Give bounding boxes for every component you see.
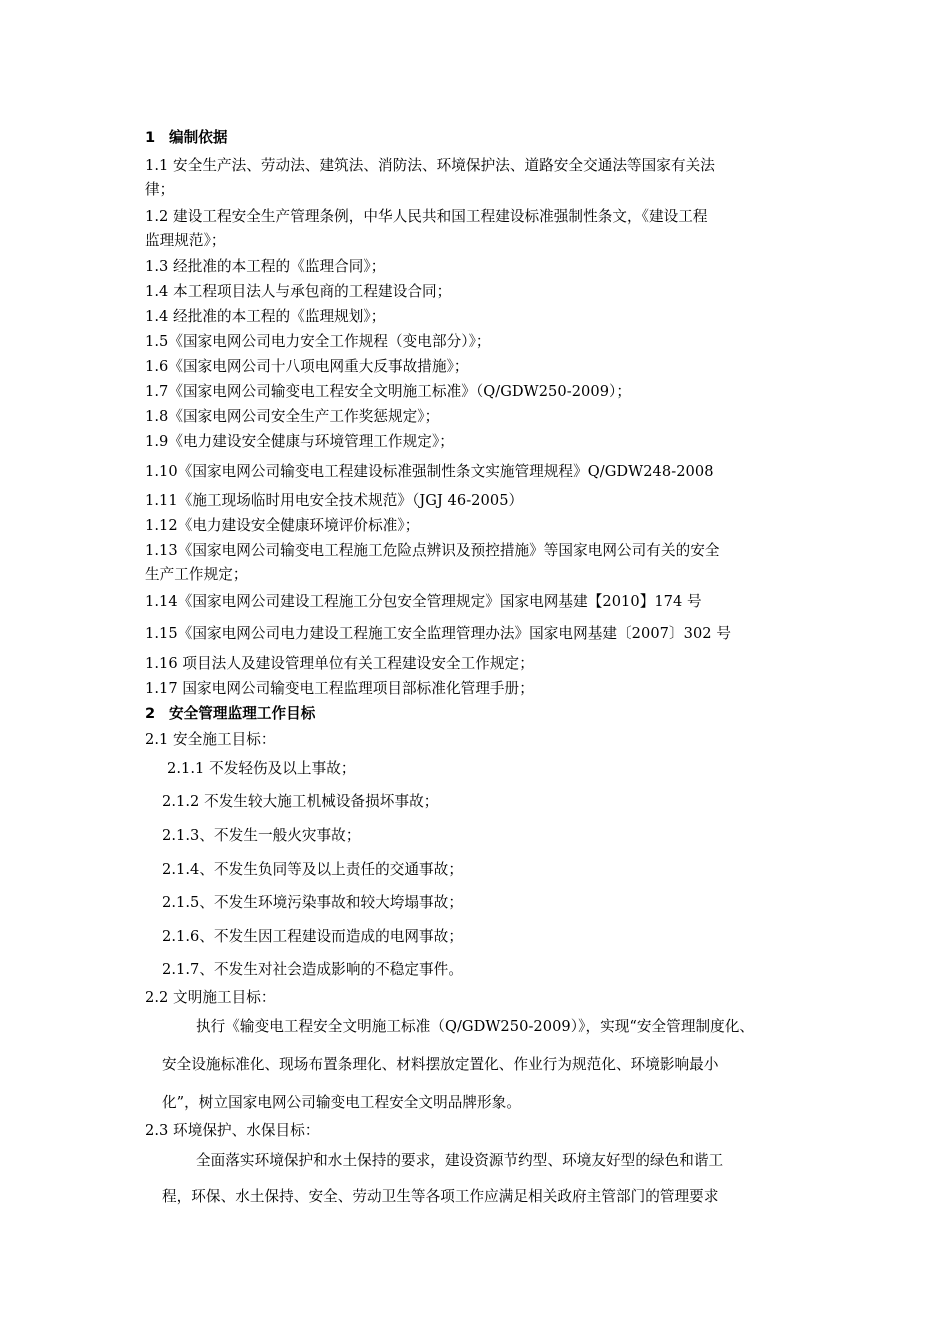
basis-item-1-8: 1.8《国家电网公司安全生产工作奖惩规定》； — [145, 408, 440, 425]
goal-2-1-3: 2.1.3、不发生一般火灾事故； — [162, 827, 361, 844]
basis-item-1-2: 1.2 建设工程安全生产管理条例，中华人民共和国工程建设标准强制性条文，《建设工程 — [145, 208, 708, 225]
goal-2-1-4: 2.1.4、不发生负同等及以上责任的交通事故； — [162, 861, 463, 878]
basis-item-1-10: 1.10《国家电网公司输变电工程建设标准强制性条文实施管理规程》Q/GDW248-2008 — [145, 463, 714, 480]
section-1-title: 编制依据 — [169, 129, 228, 146]
basis-item-1-9: 1.9《电力建设安全健康与环境管理工作规定》； — [145, 433, 454, 450]
subsection-2-1-title: 2.1 安全施工目标： — [145, 731, 276, 748]
civilized-goal-line-3: 化”，树立国家电网公司输变电工程安全文明品牌形象。 — [162, 1094, 521, 1111]
basis-item-1-12: 1.12《电力建设安全健康环境评价标准》； — [145, 517, 420, 534]
basis-item-1-7: 1.7《国家电网公司输变电工程安全文明施工标准》（Q/GDW250-2009）； — [145, 383, 632, 400]
civilized-goal-line-1: 执行《输变电工程安全文明施工标准（Q/GDW250-2009）》，实现“安全管理制度化、 — [196, 1018, 755, 1035]
goal-2-1-6: 2.1.6、不发生因工程建设而造成的电网事故； — [162, 928, 463, 945]
section-1-number: 1 — [145, 129, 156, 146]
civilized-goal-line-2: 安全设施标准化、现场布置条理化、材料摆放定置化、作业行为规范化、环境影响最小 — [162, 1056, 719, 1073]
environment-goal-line-1: 全面落实环境保护和水土保持的要求，建设资源节约型、环境友好型的绿色和谐工 — [196, 1152, 724, 1169]
basis-item-1-6: 1.6《国家电网公司十八项电网重大反事故措施》； — [145, 358, 469, 375]
goal-2-1-1: 2.1.1 不发轻伤及以上事故； — [167, 760, 356, 777]
basis-item-1-4b: 1.4 经批准的本工程的《监理规划》； — [145, 308, 386, 325]
subsection-2-2-title: 2.2 文明施工目标： — [145, 989, 276, 1006]
section-2-title: 安全管理监理工作目标 — [169, 705, 316, 722]
subsection-2-3-title: 2.3 环境保护、水保目标： — [145, 1122, 320, 1139]
goal-2-1-7: 2.1.7、不发生对社会造成影响的不稳定事件。 — [162, 961, 463, 978]
basis-item-1-1: 1.1 安全生产法、劳动法、建筑法、消防法、环境保护法、道路安全交通法等国家有关法 — [145, 157, 715, 174]
basis-item-1-11: 1.11《施工现场临时用电安全技术规范》（JGJ 46-2005） — [145, 492, 524, 509]
basis-item-1-16: 1.16 项目法人及建设管理单位有关工程建设安全工作规定； — [145, 655, 534, 672]
section-2-heading — [145, 704, 315, 724]
section-1-heading — [145, 128, 228, 148]
goal-2-1-5: 2.1.5、不发生环境污染事故和较大垮塌事故； — [162, 894, 463, 911]
basis-item-1-15: 1.15《国家电网公司电力建设工程施工安全监理管理办法》国家电网基建〔2007〕302 号 — [145, 625, 731, 642]
basis-item-1-13-cont: 生产工作规定； — [145, 566, 248, 583]
basis-item-1-5: 1.5《国家电网公司电力安全工作规程（变电部分）》； — [145, 333, 491, 350]
basis-item-1-17: 1.17 国家电网公司输变电工程监理项目部标准化管理手册； — [145, 680, 534, 697]
basis-item-1-4a: 1.4 本工程项目法人与承包商的工程建设合同； — [145, 283, 452, 300]
section-2-number: 2 — [145, 705, 156, 722]
environment-goal-line-2: 程，环保、水土保持、安全、劳动卫生等各项工作应满足相关政府主管部门的管理要求 — [162, 1188, 719, 1205]
goal-2-1-2: 2.1.2 不发生较大施工机械设备损坏事故； — [162, 793, 439, 810]
basis-item-1-1-cont: 律； — [145, 181, 175, 198]
basis-item-1-2-cont: 监理规范》； — [145, 232, 226, 249]
basis-item-1-14: 1.14《国家电网公司建设工程施工分包安全管理规定》国家电网基建【2010】174 号 — [145, 593, 702, 610]
basis-item-1-13: 1.13《国家电网公司输变电工程施工危险点辨识及预控措施》等国家电网公司有关的安全 — [145, 542, 720, 559]
basis-item-1-3: 1.3 经批准的本工程的《监理合同》； — [145, 258, 386, 275]
